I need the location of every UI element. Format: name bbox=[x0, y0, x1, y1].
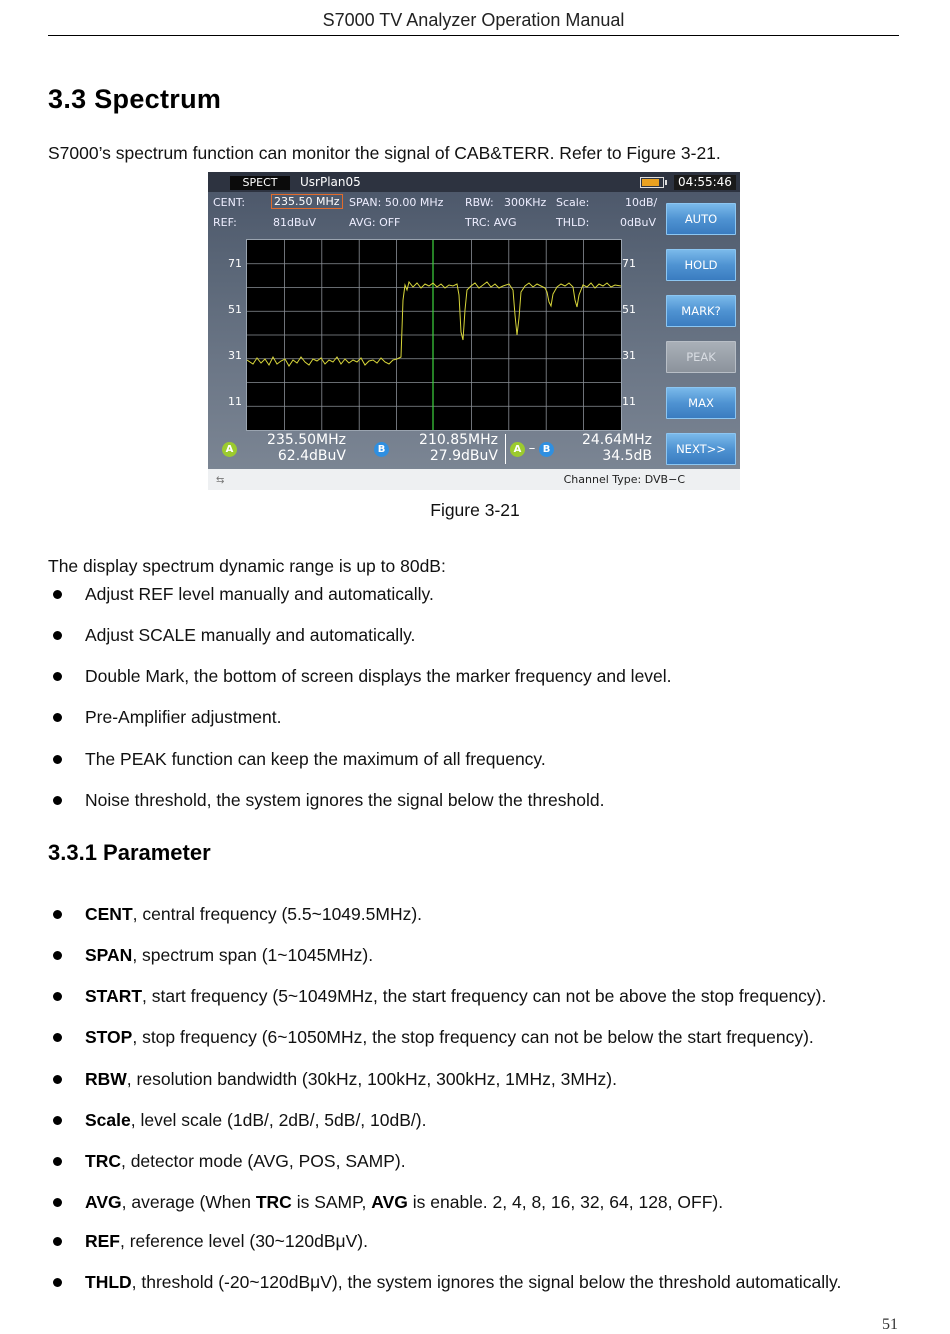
hold-button[interactable]: HOLD bbox=[666, 249, 736, 281]
thld-value: 0dBuV bbox=[620, 216, 657, 229]
param-key: RBW bbox=[85, 1069, 127, 1089]
param-key: THLD bbox=[85, 1272, 132, 1292]
bullet-icon bbox=[53, 992, 62, 1001]
param-key: TRC bbox=[85, 1151, 121, 1171]
bullet-icon bbox=[53, 1157, 62, 1166]
figure-caption: Figure 3-21 bbox=[430, 500, 520, 520]
marker-divider bbox=[505, 434, 506, 464]
next-button[interactable]: NEXT>> bbox=[666, 433, 736, 465]
peak-button[interactable]: PEAK bbox=[666, 341, 736, 373]
trc-readout: TRC: AVG bbox=[465, 216, 517, 229]
thld-label: THLD: bbox=[556, 216, 590, 229]
marker-diff-level: 34.5dB bbox=[602, 448, 652, 464]
param-desc: , spectrum span (1~1045MHz). bbox=[132, 945, 374, 965]
bullet-icon bbox=[53, 951, 62, 960]
bullet-icon bbox=[53, 755, 62, 764]
marker-a-icon: A bbox=[222, 442, 237, 457]
bullet-icon bbox=[53, 1075, 62, 1084]
y-tick-left: 11 bbox=[228, 395, 242, 408]
param-key: REF bbox=[85, 1231, 120, 1251]
cent-value: 235.50 MHz bbox=[271, 194, 343, 209]
marker-a-level: 62.4dBuV bbox=[277, 448, 346, 464]
page-number: 51 bbox=[882, 1316, 898, 1333]
param-key: AVG bbox=[371, 1192, 408, 1212]
param-desc: is SAMP, bbox=[291, 1192, 372, 1212]
bullet-icon bbox=[53, 713, 62, 722]
screen-top-bar bbox=[208, 172, 740, 192]
spectrum-plot bbox=[246, 239, 622, 431]
signal-icon: ⇆ bbox=[216, 475, 225, 486]
param-key: TRC bbox=[255, 1192, 292, 1212]
bullet-icon bbox=[53, 796, 62, 805]
marker-diff-frequency: 24.64MHz bbox=[581, 432, 652, 448]
spectrum-trace bbox=[247, 282, 621, 366]
y-tick-right: 11 bbox=[622, 395, 636, 408]
y-tick-left: 71 bbox=[228, 257, 242, 270]
marker-diff-sep: – bbox=[528, 441, 536, 456]
marker-readouts bbox=[208, 430, 740, 468]
marker-diff-b-icon: B bbox=[539, 442, 554, 457]
marker-b-icon: B bbox=[374, 442, 389, 457]
param-key: CENT bbox=[85, 904, 133, 924]
marker-b-level: 27.9dBuV bbox=[429, 448, 498, 464]
status-bar bbox=[208, 469, 740, 490]
clock: 04:55:46 bbox=[674, 175, 736, 190]
rbw-value: 300KHz bbox=[504, 196, 547, 209]
param-desc: , detector mode (AVG, POS, SAMP). bbox=[120, 1151, 406, 1171]
mode-tag: SPECT bbox=[230, 176, 290, 190]
param-desc: , resolution bandwidth (30kHz, 100kHz, 300kHz, 1MHz, 3MHz). bbox=[126, 1069, 617, 1089]
param-desc: , central frequency (5.5~1049.5MHz). bbox=[132, 904, 423, 924]
scale-value: 10dB/ bbox=[625, 196, 658, 209]
span-readout: SPAN: 50.00 MHz bbox=[349, 196, 444, 209]
scale-label: Scale: bbox=[556, 196, 590, 209]
param-key: AVG bbox=[85, 1192, 122, 1212]
bullet-icon bbox=[53, 1278, 62, 1287]
param-desc: , average (When bbox=[121, 1192, 256, 1212]
y-tick-right: 31 bbox=[622, 349, 636, 362]
avg-readout: AVG: OFF bbox=[349, 216, 401, 229]
param-desc: , reference level (30~120dBμV). bbox=[120, 1231, 368, 1251]
spectrum-trace-svg bbox=[247, 240, 621, 430]
spectrum-screenshot bbox=[208, 172, 740, 490]
bullet-icon bbox=[53, 1237, 62, 1246]
plot-grid bbox=[247, 240, 621, 430]
y-tick-left: 51 bbox=[228, 303, 242, 316]
marker-a-frequency: 235.50MHz bbox=[267, 432, 346, 448]
bullet-icon bbox=[53, 590, 62, 599]
section-title: 3.3 Spectrum bbox=[48, 84, 222, 114]
bullet-icon bbox=[53, 1198, 62, 1207]
channel-type: Channel Type: DVB−C bbox=[563, 473, 685, 486]
bullet-icon bbox=[53, 910, 62, 919]
bullet-icon bbox=[53, 631, 62, 640]
max-button[interactable]: MAX bbox=[666, 387, 736, 419]
running-header: S7000 TV Analyzer Operation Manual bbox=[48, 10, 899, 36]
param-key: SPAN bbox=[85, 945, 133, 965]
section-intro: S7000’s spectrum function can monitor the signal of CAB&TERR. Refer to Figure 3-21. bbox=[48, 143, 721, 163]
param-desc: , threshold (-20~120dBμV), the system ignores the signal below the threshold automatically. bbox=[131, 1272, 842, 1292]
marker-b-frequency: 210.85MHz bbox=[419, 432, 498, 448]
cent-label: CENT: bbox=[213, 196, 246, 209]
range-text: The display spectrum dynamic range is up to 80dB: bbox=[48, 556, 446, 576]
param-key: START bbox=[85, 986, 143, 1006]
param-key: Scale bbox=[85, 1110, 131, 1130]
bullet-icon bbox=[53, 1033, 62, 1042]
param-desc: , stop frequency (6~1050MHz, the stop frequency can not be below the start frequency). bbox=[132, 1027, 814, 1047]
param-desc: is enable. 2, 4, 8, 16, 32, 64, 128, OFF). bbox=[407, 1192, 724, 1212]
marker-diff-a-icon: A bbox=[510, 442, 525, 457]
ref-value: 81dBuV bbox=[273, 216, 317, 229]
param-desc: , level scale (1dB/, 2dB/, 5dB/, 10dB/). bbox=[130, 1110, 427, 1130]
y-tick-right: 51 bbox=[622, 303, 636, 316]
y-tick-left: 31 bbox=[228, 349, 242, 362]
param-key: STOP bbox=[85, 1027, 133, 1047]
battery-icon bbox=[640, 177, 664, 188]
plan-name: UsrPlan05 bbox=[300, 175, 361, 189]
rbw-label: RBW: bbox=[465, 196, 494, 209]
bullet-icon bbox=[53, 672, 62, 681]
param-desc: , start frequency (5~1049MHz, the start frequency can not be above the stop frequency). bbox=[142, 986, 827, 1006]
mark-button[interactable]: MARK? bbox=[666, 295, 736, 327]
auto-button[interactable]: AUTO bbox=[666, 203, 736, 235]
ref-label: REF: bbox=[213, 216, 237, 229]
bullet-icon bbox=[53, 1116, 62, 1125]
y-tick-right: 71 bbox=[622, 257, 636, 270]
subsection-title: 3.3.1 Parameter bbox=[48, 840, 211, 865]
